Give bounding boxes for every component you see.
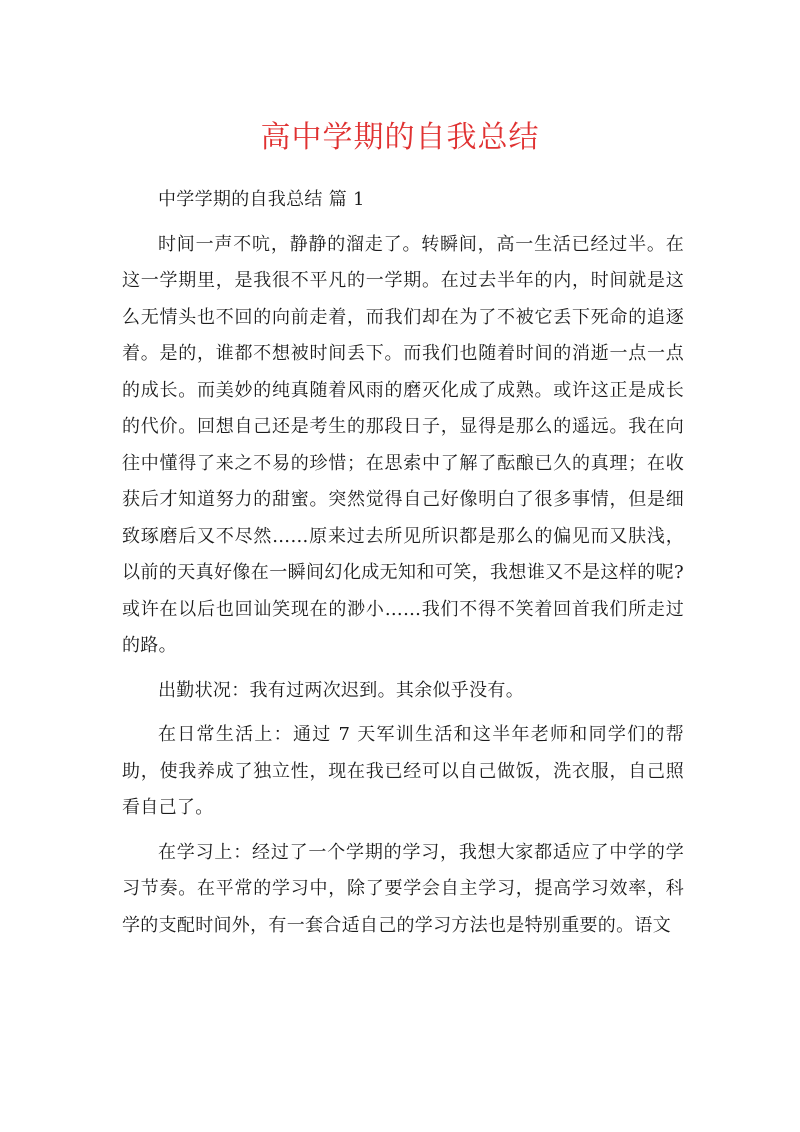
paragraph: 出勤状况：我有过两次迟到。其余似乎没有。 xyxy=(158,679,524,701)
document-title: 高中学期的自我总结 xyxy=(260,120,540,155)
paragraph: 时间一声不吭，静静的溜走了。转瞬间，高一生活已经过半。在这一学期里，是我很不平凡的一学期。在过去半年的内，时间就是这么无情头也不回的向前走着，而我们却在为了不被它丢下死命的追逐着。是的，谁都不想被时间丢下。而我们也随着时间的消逝一点一点的成长。而美妙的纯真随着风雨的磨灭化成了成熟。或许这正是成长的代价。回想自己还是考生的那段日子，显得是那么的遥远。我在向往中懂得了来之不易的珍惜；在思索中了解了酝酿已久的真理；在收获后才知道努力的甜蜜。突然觉得自己好像明白了很多事情，但是细致琢磨后又不尽然……原来过去所见所识都是那么的偏见而又肤浅，以前的天真好像在一瞬间幻化成无知和可笑，我想谁又不是这样的呢?或许在以后也回讪笑现在的渺小……我们不得不笑着回首我们所走过的路。 xyxy=(122,233,684,656)
section-heading: 中学学期的自我总结 篇 1 xyxy=(158,189,365,210)
paragraph: 在学习上：经过了一个学期的学习，我想大家都适应了中学的学习节奏。在平常的学习中，除了要学会自主学习，提高学习效率，科学的支配时间外，有一套合适自己的学习方法也是特别重要的。语文 xyxy=(122,841,684,936)
paragraph: 在日常生活上：通过 7 天军训生活和这半年老师和同学们的帮助，使我养成了独立性，现在我已经可以自己做饭，洗衣服，自己照看自己了。 xyxy=(122,724,684,818)
document-body xyxy=(122,182,684,944)
